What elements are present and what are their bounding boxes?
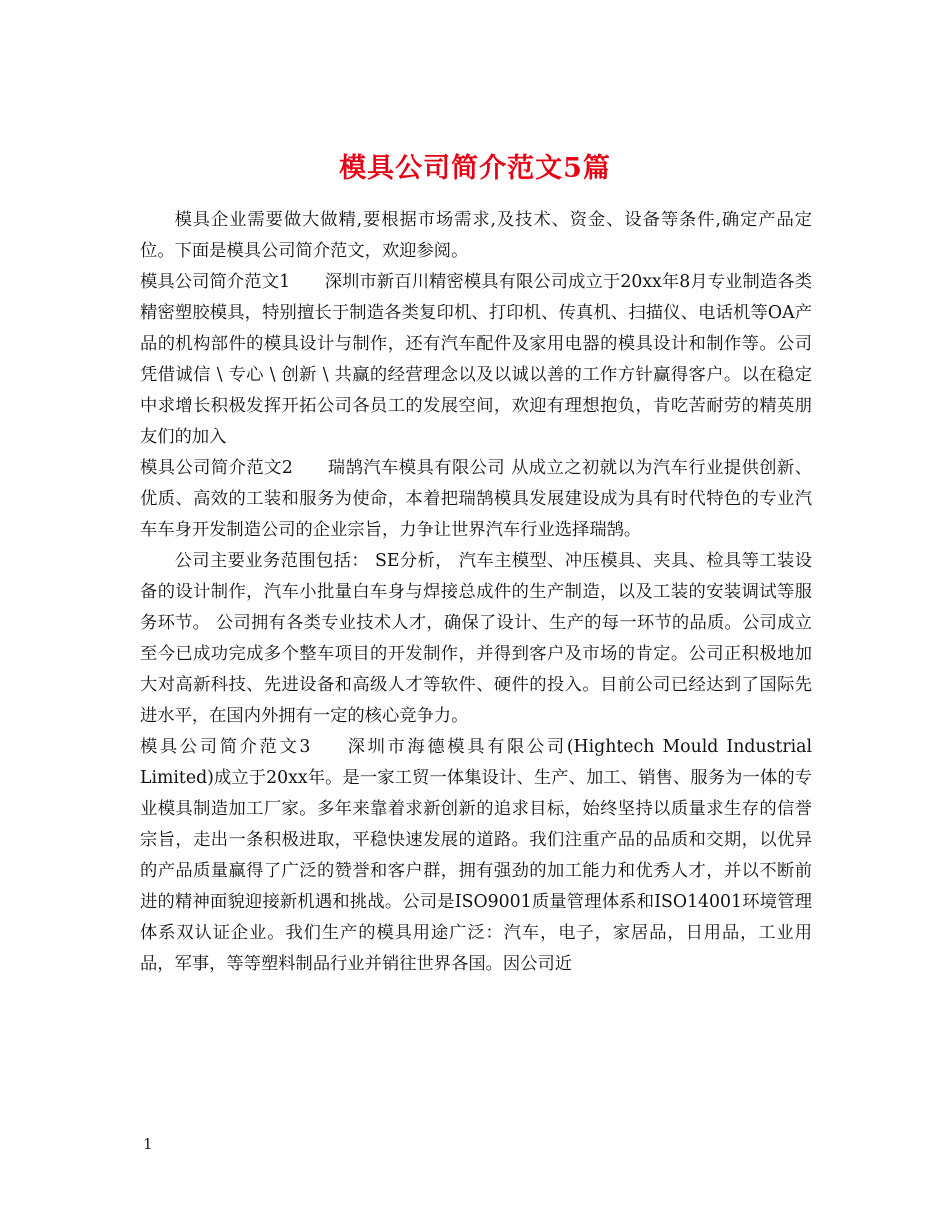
section-3-paragraph [140, 732, 812, 980]
intro-paragraph: 模具企业需要做大做精,要根据市场需求,及技术、资金、设备等条件,确定产品定位。下面是模具公司简介范文，欢迎参阅。 [140, 210, 812, 261]
section-2-paragraph [140, 453, 812, 546]
document-body [140, 205, 812, 980]
section-2-business-paragraph: 公司主要业务范围包括： SE分析， 汽车主模型、冲压模具、夹具、检具等工装设备的设计制作，汽车小批量白车身与焊接总成件的生产制造，以及工装的安装调试等服务环节。 公司拥有各类专业技术人才，确保了设计、生产的每一环节的品质。公司成立至今已成功完成多个整车项目的开发制作，并得到客户及市场的肯定。公司正积极地加大对高新科技、先进设备和高级人才等软件、硬件的投入。目前公司已经达到了国际先进水平，在国内外拥有一定的核心竞争力。 [140, 551, 812, 726]
section-2-label: 模具公司简介范文2 [140, 458, 293, 478]
page-number: 1 [143, 1135, 153, 1153]
section-1-label: 模具公司简介范文1 [140, 272, 291, 292]
section-1-text: 深圳市新百川精密模具有限公司成立于20xx年8月专业制造各类精密塑胶模具，特别擅长于制造各类复印机、打印机、传真机、扫描仪、电话机等OA产品的机构部件的模具设计与制作，还有汽车配件及家用电器的模具设计和制作等。公司凭借诚信 \ 专心 \ 创新 \ 共赢的经营理念以及以诚以善的工作方针赢得客户。以在稳定中求增长积极发挥开拓公司各员工的发展空间，欢迎有理想抱负，肯吃苦耐劳的精英朋友们的加入 [140, 272, 812, 447]
section-3-label: 模具公司简介范文3 [140, 737, 311, 757]
section-2-text: 瑞鹄汽车模具有限公司 从成立之初就以为汽车行业提供创新、优质、高效的工装和服务为使命，本着把瑞鹄模具发展建设成为具有时代特色的专业汽车车身开发制造公司的企业宗旨，力争让世界汽车行业选择瑞鹄。 [140, 458, 813, 540]
section-1-paragraph [140, 267, 812, 453]
document-title: 模具公司简介范文5篇 [339, 153, 611, 185]
section-3-text: 深圳市海德模具有限公司(Hightech Mould Industrial Limited)成立于20xx年。是一家工贸一体集设计、生产、加工、销售、服务为一体的专业模具制造加工厂家。多年来靠着求新创新的追求目标，始终坚持以质量求生存的信誉宗旨，走出一条积极进取，平稳快速发展的道路。我们注重产品的品质和交期，以优异的产品质量赢得了广泛的赞誉和客户群，拥有强劲的加工能力和优秀人才，并以不断前进的精神面貌迎接新机遇和挑战。公司是ISO9001质量管理体系和ISO14001环境管理体系双认证企业。我们生产的模具用途广泛：汽车，电子，家居品，日用品，工业用品，军事，等等塑料制品行业并销往世界各国。因公司近 [140, 737, 812, 974]
